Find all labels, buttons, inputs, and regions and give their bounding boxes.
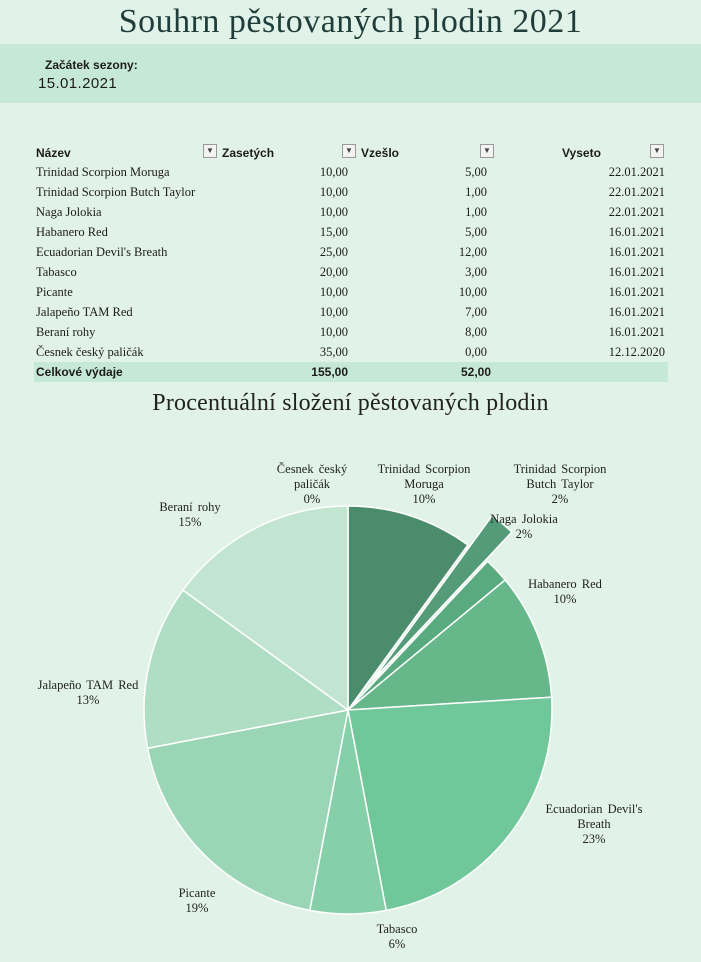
cell-name: Habanero Red [36,225,108,239]
pie-label-2 [490,512,558,542]
pie-label-line: 19% [185,901,209,915]
pie-label-line: 10% [553,592,577,606]
cell-sprouted: 10,00 [458,285,487,299]
header-sown-date[interactable]: Vyseto [562,146,601,160]
pie-label-line: Tabasco [376,922,418,936]
cell-sown: 10,00 [319,285,348,299]
cell-sprouted: 12,00 [458,245,487,259]
pie-label-line: 2% [515,527,533,541]
pie-label-line: paličák [293,477,331,491]
cell-date: 22.01.2021 [608,185,665,199]
cell-sown: 10,00 [319,325,348,339]
header-sprouted[interactable]: Vzešlo [361,146,400,160]
pie-label-line: Trinidad Scorpion [377,462,471,476]
season-date-cell[interactable]: 15.01.2021 [38,75,118,92]
cell-sown: 10,00 [319,185,348,199]
cell-sown: 10,00 [319,205,348,219]
pie-label-line: 13% [76,693,100,707]
pie-label-5 [377,922,418,952]
pie-label-7 [38,678,139,708]
cell-date: 12.12.2020 [608,345,665,359]
cell-name: Trinidad Scorpion Butch Taylor [36,185,196,199]
pie-label-line: Trinidad Scorpion [513,462,607,476]
cell-sown: 10,00 [319,305,348,319]
cell-sprouted: 5,00 [465,165,487,179]
season-label: Začátek sezony: [45,58,138,72]
total-label: Celkové výdaje [36,365,123,379]
pie-label-line: Picante [178,886,216,900]
cell-name: Trinidad Scorpion Moruga [36,165,170,179]
cell-sown: 25,00 [319,245,348,259]
filter-date-dropdown-icon[interactable]: ▼ [650,144,664,158]
cell-date: 16.01.2021 [608,265,665,279]
cell-date: 16.01.2021 [608,285,665,299]
cell-date: 22.01.2021 [608,165,665,179]
pie-label-line: Beraní rohy [159,500,221,514]
header-name[interactable]: Název [36,146,71,160]
pie-label-line: 0% [303,492,321,506]
cell-date: 22.01.2021 [608,205,665,219]
cell-sprouted: 3,00 [465,265,487,279]
cell-date: 16.01.2021 [608,245,665,259]
pie-label-line: Breath [577,817,611,831]
cell-sown: 20,00 [319,265,348,279]
pie-label-line: Habanero Red [528,577,602,591]
pie-label-0 [378,462,471,507]
filter-sprouted-dropdown-icon[interactable]: ▼ [480,144,494,158]
total-sown: 155,00 [311,365,348,379]
cell-name: Tabasco [36,265,77,279]
pie-label-line: 15% [178,515,202,529]
pie-label-line: 2% [551,492,569,506]
filter-sown-dropdown-icon[interactable]: ▼ [342,144,356,158]
pie-label-4 [546,802,643,847]
pie-label-line: 6% [388,937,406,951]
cell-sprouted: 1,00 [465,185,487,199]
pie-label-line: Jalapeño TAM Red [37,678,139,692]
cell-sprouted: 8,00 [465,325,487,339]
cell-sprouted: 5,00 [465,225,487,239]
cell-sown: 35,00 [319,345,348,359]
cell-date: 16.01.2021 [608,325,665,339]
cell-sprouted: 7,00 [465,305,487,319]
chart-title: Procentuální složení pěstovaných plodin [152,390,549,416]
cell-sown: 15,00 [319,225,348,239]
pie-label-6 [179,886,216,916]
pie-label-line: Ecuadorian Devil's [545,802,643,816]
cell-sprouted: 0,00 [465,345,487,359]
cell-date: 16.01.2021 [608,225,665,239]
cell-name: Česnek český paličák [36,345,144,359]
cell-sown: 10,00 [319,165,348,179]
cell-name: Beraní rohy [36,325,96,339]
filter-name-dropdown-icon[interactable]: ▼ [203,144,217,158]
cell-sprouted: 1,00 [465,205,487,219]
cell-date: 16.01.2021 [608,305,665,319]
cell-name: Naga Jolokia [36,205,102,219]
total-sprouted: 52,00 [460,365,491,379]
pie-label-line: Moruga [404,477,444,491]
cell-name: Picante [36,285,73,299]
pie-label-3 [528,577,602,607]
pie-label-8 [159,500,220,530]
pie-label-line: Naga Jolokia [490,512,558,526]
cell-name: Ecuadorian Devil's Breath [36,245,168,259]
pie-label-line: 10% [412,492,436,506]
cell-name: Jalapeño TAM Red [36,305,133,319]
header-sown[interactable]: Zasetých [222,146,275,160]
page-title: Souhrn pěstovaných plodin 2021 [118,3,583,40]
pie-label-1 [514,462,607,507]
pie-label-line: Butch Taylor [526,477,594,491]
pie-label-line: Česnek český [276,462,348,476]
pie-label-line: 23% [582,832,606,846]
pie-label-9 [277,462,347,507]
